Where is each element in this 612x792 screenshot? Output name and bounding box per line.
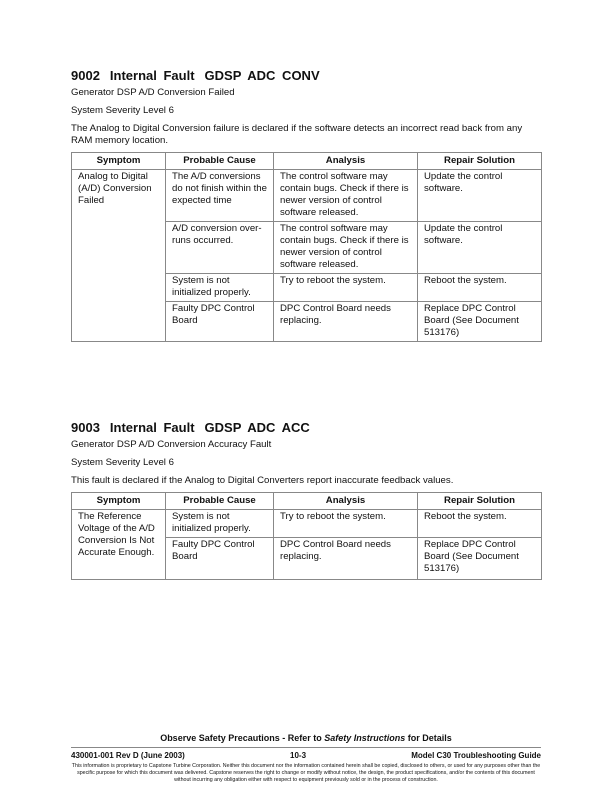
page-number: 10-3 bbox=[290, 751, 307, 760]
divider bbox=[71, 747, 541, 748]
fault-type: Internal Fault bbox=[109, 420, 195, 435]
severity-level: System Severity Level 6 bbox=[71, 105, 174, 116]
legal-notice: This information is proprietary to Capstone Turbine Corporation. Neither this document nor the information contained herein shall be copied, disclosed to others, or used for any purposes other than the specific purpose for which this document was delivered. Capstone reserves the right to change or modify without notice, the design, the product specifications, and/or the contents of this document without incurring any obligation either with respect to equipment previously sold or in the process of construction. bbox=[71, 763, 541, 783]
repair-cell: Update the control software. bbox=[418, 170, 542, 222]
table-header bbox=[72, 153, 542, 170]
header-cause: Probable Cause bbox=[166, 153, 274, 170]
table-row bbox=[72, 170, 542, 222]
table-header bbox=[72, 493, 542, 510]
safety-text-end: for Details bbox=[405, 733, 452, 743]
cause-cell: Faulty DPC Control Board bbox=[166, 538, 274, 580]
fault-section-9003 bbox=[71, 420, 541, 580]
repair-cell: Reboot the system. bbox=[418, 510, 542, 538]
header-repair: Repair Solution bbox=[418, 493, 542, 510]
table-row bbox=[72, 510, 542, 538]
header-analysis: Analysis bbox=[274, 493, 418, 510]
fault-name: GDSP ADC CONV bbox=[204, 68, 320, 83]
header-cause: Probable Cause bbox=[166, 493, 274, 510]
fault-type: Internal Fault bbox=[109, 68, 195, 83]
symptom-cell: Analog to Digital (A/D) Conversion Failed bbox=[72, 170, 166, 342]
fault-name: GDSP ADC ACC bbox=[204, 420, 310, 435]
fault-subtitle: Generator DSP A/D Conversion Failed bbox=[71, 87, 235, 98]
cause-cell: System is not initialized properly. bbox=[166, 510, 274, 538]
safety-link-text: Safety Instructions bbox=[324, 733, 406, 743]
header-symptom: Symptom bbox=[72, 493, 166, 510]
troubleshooting-table bbox=[71, 492, 542, 580]
fault-code: 9003 bbox=[71, 420, 100, 435]
page-footer bbox=[71, 733, 541, 784]
header-symptom: Symptom bbox=[72, 153, 166, 170]
severity-level: System Severity Level 6 bbox=[71, 457, 174, 468]
fault-title bbox=[71, 420, 541, 435]
analysis-cell: DPC Control Board needs replacing. bbox=[274, 538, 418, 580]
analysis-cell: Try to reboot the system. bbox=[274, 510, 418, 538]
safety-text: Observe Safety Precautions - Refer to bbox=[160, 733, 325, 743]
fault-description: This fault is declared if the Analog to Digital Converters report inaccurate feedback values. bbox=[71, 475, 454, 486]
header-analysis: Analysis bbox=[274, 153, 418, 170]
analysis-cell: DPC Control Board needs replacing. bbox=[274, 302, 418, 342]
doc-number: 430001-001 Rev D (June 2003) bbox=[71, 751, 185, 760]
fault-title bbox=[71, 68, 541, 83]
fault-description: The Analog to Digital Conversion failure is declared if the software detects an incorrect read back from any RAM memory location. bbox=[71, 123, 523, 146]
cause-cell: System is not initialized properly. bbox=[166, 274, 274, 302]
analysis-cell: The control software may contain bugs. Check if there is newer version of control software released. bbox=[274, 222, 418, 274]
safety-notice bbox=[71, 733, 541, 743]
repair-cell: Replace DPC Control Board (See Document 513176) bbox=[418, 302, 542, 342]
analysis-cell: The control software may contain bugs. Check if there is newer version of control software released. bbox=[274, 170, 418, 222]
cause-cell: The A/D conversions do not finish within the expected time bbox=[166, 170, 274, 222]
fault-subtitle: Generator DSP A/D Conversion Accuracy Fault bbox=[71, 439, 272, 450]
repair-cell: Reboot the system. bbox=[418, 274, 542, 302]
header-repair: Repair Solution bbox=[418, 153, 542, 170]
cause-cell: A/D conversion over-runs occurred. bbox=[166, 222, 274, 274]
troubleshooting-table bbox=[71, 152, 542, 342]
repair-cell: Replace DPC Control Board (See Document 513176) bbox=[418, 538, 542, 580]
symptom-cell: The Reference Voltage of the A/D Conversion Is Not Accurate Enough. bbox=[72, 510, 166, 580]
analysis-cell: Try to reboot the system. bbox=[274, 274, 418, 302]
guide-title: Model C30 Troubleshooting Guide bbox=[411, 751, 541, 760]
cause-cell: Faulty DPC Control Board bbox=[166, 302, 274, 342]
fault-code: 9002 bbox=[71, 68, 100, 83]
repair-cell: Update the control software. bbox=[418, 222, 542, 274]
fault-section-9002 bbox=[71, 68, 541, 342]
